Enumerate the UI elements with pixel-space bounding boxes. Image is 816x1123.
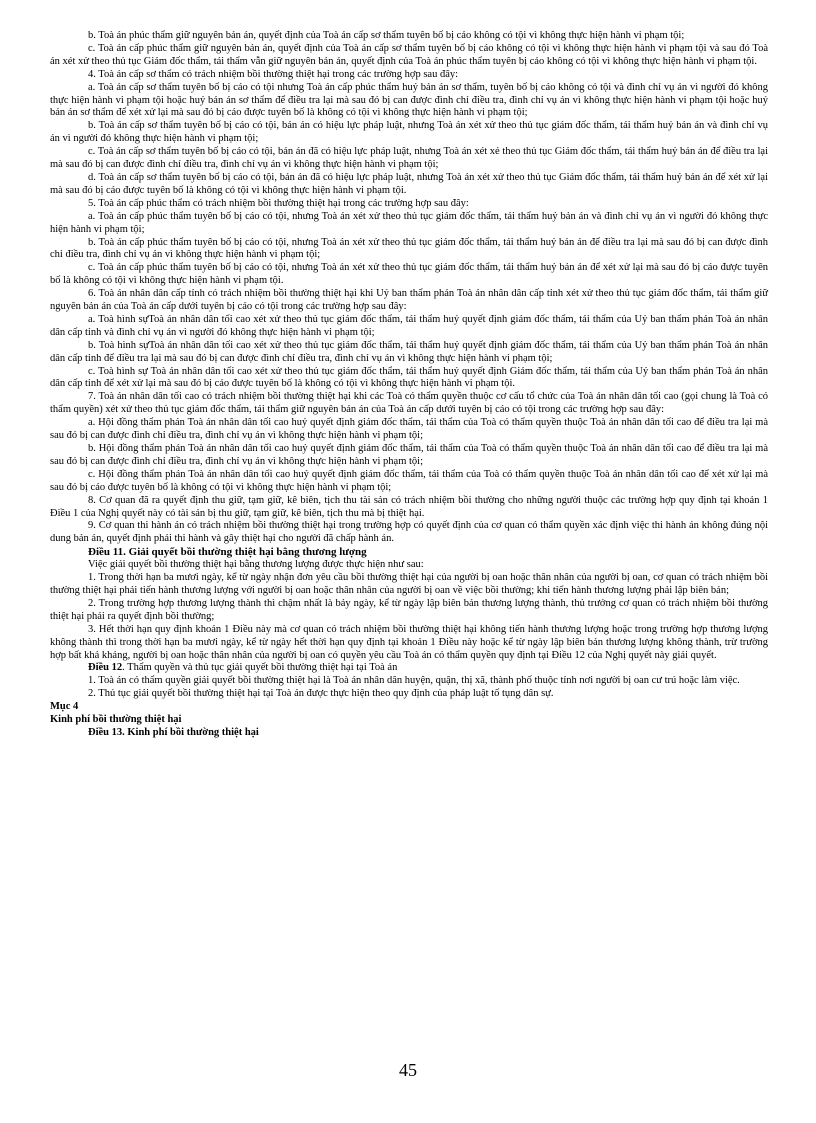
article-12-heading (50, 662, 768, 675)
paragraph-4: 4. Toà án cấp sơ thẩm có trách nhiệm bồi thường thiệt hại trong các trường hợp sau đây: (88, 68, 459, 80)
paragraph-6: 6. Toà án nhân dân cấp tỉnh có trách nhiệm bồi thường thiệt hại khi Uỷ ban thẩm phán Toà án nhân dân cấp tỉnh xét xử theo thủ tục giám đốc thẩm, tái thẩm giữ nguyên bản án của Toà án cấp dưới tuyên bị cáo có tội trong các trường hợp sau đây: (50, 288, 768, 313)
paragraph-5a: a. Toà án cấp phúc thẩm tuyên bố bị cáo có tội, nhưng Toà án xét xử theo thủ tục giám đốc thẩm, tái thẩm huỷ bản án và đình chỉ vụ án vì người đó không thực hiện hành vi phạm tội; (50, 210, 768, 235)
page-number: 45 (399, 1060, 417, 1080)
section-title: Kinh phí bồi thường thiệt hại (50, 714, 182, 726)
paragraph-4a: a. Toà án cấp sơ thẩm tuyên bố bị cáo có tội nhưng Toà án cấp phúc thẩm huỷ bản án sơ thẩm, tuyên bố bị cáo không có tội và đình chỉ vụ án vì người đó không thực hiện hành vi phạm tội hoặc huỷ bản án sơ thẩm để điều tra lại mà sau đó bị can được đình chỉ điều tra, đình chỉ vụ án vì không thực hiện hành vi phạm tội hoặc huỷ bản án sơ thẩm để xét xử lại mà sau đó bị cáo được tuyên bố là không có tội vì không thực hiện hành vi phạm tội; (50, 81, 768, 119)
paragraph-5c: c. Toà án cấp phúc thẩm tuyên bố bị cáo có tội, nhưng Toà án xét xử theo thủ tục giám đốc thẩm, tái thẩm huỷ bản án để xét xử lại mà sau đó bị cáo được tuyên bố là không có tội vì không thực hiện hành vi phạm tội. (50, 262, 768, 287)
article-12-clause-2: 2. Thủ tục giải quyết bồi thường thiệt hại tại Toà án được thực hiện theo quy định của pháp luật tố tụng dân sự. (88, 688, 554, 700)
section-label: Mục 4 (50, 701, 79, 713)
paragraph-6b: b. Toà hình sựToà án nhân dân tối cao xét xử theo thủ tục giám đốc thẩm, tái thẩm huỷ quyết định giám đốc thẩm, tái thẩm của Uỷ ban thẩm phán Toà án nhân dân cấp tỉnh để điều tra lại mà sau đó bị can được đình chỉ điều tra, đình chỉ vụ án vì không thực hiện hành vi phạm tội; (50, 339, 768, 364)
article-13-heading: Điều 13. Kinh phí bồi thường thiệt hại (88, 726, 259, 738)
paragraph-8: 8. Cơ quan đã ra quyết định thu giữ, tạm giữ, kê biên, tịch thu tài sản có trách nhiệm bồi thường cho những người thuộc các trường hợp quy định tại khoản 1 Điều 1 của Nghị quyết này có tài sản bị thu giữ, tạm giữ, kê biên, tịch thu mà bị thiệt hại. (50, 494, 768, 519)
paragraph-4b: b. Toà án cấp sơ thẩm tuyên bố bị cáo có tội, bản án có hiệu lực pháp luật, nhưng Toà án xét xử theo thủ tục giám đốc thẩm, tái thẩm huỷ bản án và đình chỉ vụ án vì người đó không thực hiện hành vi phạm tội; (50, 120, 768, 145)
article-12-title: . Thẩm quyền và thủ tục giải quyết bồi thường thiệt hại tại Toà án (122, 662, 398, 674)
paragraph-7a: a. Hội đồng thẩm phán Toà án nhân dân tối cao huỷ quyết định giám đốc thẩm, tái thẩm của Toà có thẩm quyền thuộc Toà án nhân dân tối cao để điều tra lại mà sau đó bị can được đình chỉ điều tra, đình chỉ vụ án vì không thực hiện hành vi phạm tội; (50, 417, 768, 442)
paragraph-3b: b. Toà án phúc thẩm giữ nguyên bản án, quyết định của Toà án cấp sơ thẩm tuyên bố bị cáo không có tội vì không thực hiện hành vi phạm tội; (88, 30, 685, 41)
article-11-clause-1: 1. Trong thời hạn ba mươi ngày, kể từ ngày nhận đơn yêu cầu bồi thường thiệt hại của người bị oan hoặc thân nhân của người bị oan, cơ quan có trách nhiệm bồi thường thiệt hại phải tiến hành thương lượng với người bị oan hoặc thân nhân của người bị oan về việc bồi thường; khi tiến hành thương lượng phải lập biên bản; (50, 572, 768, 596)
paragraph-4c: c. Toà án cấp sơ thẩm tuyên bố bị cáo có tội, bản án đã có hiệu lực pháp luật, nhưng Toà án xét xẻ theo thủ tục Giám đốc thẩm, tái thẩm huỷ bản án để điều tra lại mà sau đó bị can được đình chỉ điều tra, đình chỉ vụ án vì không thực hiện hành vi phạm tội; (50, 146, 768, 171)
paragraph-3c: c. Toà án cấp phúc thẩm giữ nguyên bản án, quyết định của Toà án cấp sơ thẩm tuyên bố bị cáo không có tội vì không thực hiện hành vi phạm tội và sau đó Toà án xét xử theo thủ tục Giám đốc thẩm, tái thẩm vẫn giữ nguyên bản án, quyết định của Toà án phúc thẩm tuyên bị cáo không có tội vì không thực hiện hành vi phạm tội. (50, 42, 768, 67)
paragraph-6c: c. Toà hình sự Toà án nhân dân tối cao xét xử theo thủ tục giám đốc thẩm, tái thẩm huỷ quyết định Giám đốc thẩm, tái thẩm của Uỷ ban thẩm phán Toà án nhân dân cấp tỉnh để xét xử lại mà sau đó bị cáo được tuyên bố là không có tội vì không thực hiện hành vi phạm tội. (50, 365, 768, 390)
article-12-clause-1: 1. Toà án có thẩm quyền giải quyết bồi thường thiệt hại là Toà án nhân dân huyện, quận, thị xã, thành phố thuộc tỉnh nơi người bị oan cư trú hoặc làm việc. (88, 675, 740, 687)
article-11-clause-2: 2. Trong trường hợp thương lượng thành thì chậm nhất là bảy ngày, kể từ ngày lập biên bản thương lượng thành, thủ trưởng cơ quan có trách nhiệm bồi thường thiệt hại phải ra quyết định bồi thường; (50, 597, 768, 622)
paragraph-4d: d. Toà án cấp sơ thẩm tuyên bố bị cáo có tội, bản án đã có hiệu lực pháp luật, nhưng Toà án xét xử theo thủ tục Giám đốc thẩm, tái thẩm huỷ bản án để xét xử lại mà sau đó bị cáo được tuyên bố là không có tội vì không thực hiện hành vi phạm tội. (50, 171, 768, 196)
paragraph-7b: b. Hội đồng thẩm phán Toà án nhân dân tối cao huỷ quyết định giám đốc thẩm, tái thẩm của Toà có thẩm quyền thuộc Toà án nhân dân tối cao để điều tra lại mà sau đó bị can được đình chỉ điều tra, đình chỉ vụ án vì không thực hiện hành vi phạm tội; (50, 443, 768, 467)
article-12-number: Điều 12 (88, 662, 123, 674)
article-11-intro: Việc giải quyết bồi thường thiệt hại bằng thương lượng được thực hiện như sau: (88, 559, 424, 571)
article-11-clause-3: 3. Hết thời hạn quy định khoản 1 Điều này mà cơ quan có trách nhiệm bồi thường thiệt hại không tiến hành thương lượng hoặc trong trường hợp thương lượng không thành thì trong thời hạn ba mươi ngày, kể từ ngày hết thời hạn quy định tại khoản 1 Điều này hoặc kể từ ngày lập biên bản thương lượng không thành, trừ trường hợp bất khả kháng, người bị oan hoặc thân nhân của người bị oan có quyền yêu cầu Toà án có thẩm quyền quy định tại Điều 12 của Nghị quyết này giải quyết. (50, 623, 768, 661)
paragraph-6a: a. Toà hình sựToà án nhân dân tối cao xét xử theo thủ tục giám đốc thẩm, tái thẩm huỷ quyết định giám đốc thẩm, tái thẩm của Uỷ ban thẩm phán Toà án nhân dân cấp tỉnh và đình chỉ vụ án vì người đó không thực hiện hành vi phạm tội; (50, 313, 768, 338)
paragraph-5: 5. Toà án cấp phúc thẩm có trách nhiệm bồi thường thiệt hại trong các trường hợp sau đây: (88, 197, 469, 209)
article-11-heading: Điều 11. Giải quyết bồi thường thiệt hại bằng thương lượng (88, 546, 367, 559)
paragraph-5b: b. Toà án cấp phúc thẩm tuyên bố bị cáo có tội, nhưng Toà án xét xử theo thủ tục giám đốc thẩm, tái thẩm huỷ bản án để điều tra lại mà sau đó bị can được đình chỉ điều tra, đình chỉ vụ án vì không thực hiện hành vi phạm tội; (50, 236, 768, 261)
paragraph-7c: c. Hội đồng thẩm phán Toà án nhân dân tối cao huỷ quyết định giám đốc thẩm, tái thẩm của Toà có thẩm quyền thuộc Toà án nhân dân tối cao để xét xử lại mà sau đó bị cáo được tuyên bố là không có tội vì không thực hiện hành vi phạm tội; (50, 468, 768, 493)
paragraph-9: 9. Cơ quan thi hành án có trách nhiệm bồi thường thiệt hại trong trường hợp có quyết định của cơ quan có thẩm quyền xác định việc thi hành án không đúng nội dung bản án, quyết định phải thi hành và gây thiệt hại cho người đã chấp hành án. (50, 520, 768, 545)
paragraph-7: 7. Toà án nhân dân tối cao có trách nhiệm bồi thường thiệt hại khi các Toà có thẩm quyền thuộc cơ cấu tổ chức của Toà án nhân dân tối cao (gọi chung là Toà có thẩm quyền) xét xử theo thủ tục giám đốc thẩm, tái thẩm giữ nguyên bản án của Toà án cấp dưới tuyên bị cáo có tội trong các trường hợp sau đây: (50, 391, 768, 416)
document-page (50, 30, 768, 740)
